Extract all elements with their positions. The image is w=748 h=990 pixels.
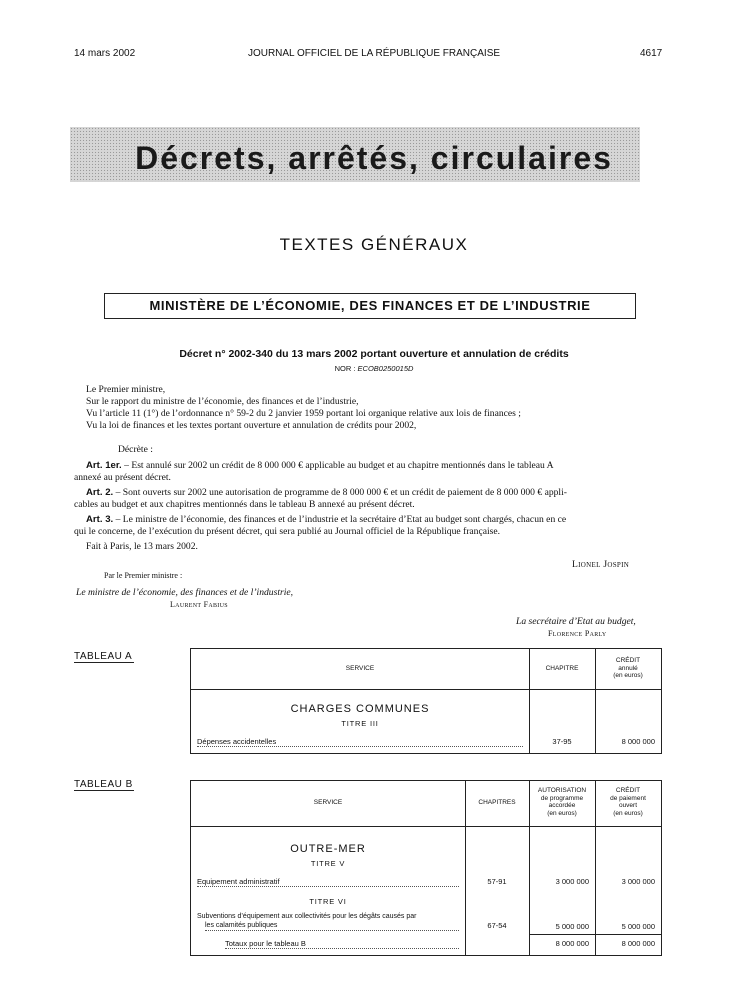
section-title: TEXTES GÉNÉRAUX xyxy=(279,235,469,254)
done-at: Fait à Paris, le 13 mars 2002. xyxy=(86,541,198,552)
table-row-credit: 3 000 000 xyxy=(621,877,655,886)
table-a-header-service: SERVICE xyxy=(345,665,375,672)
table-row-chapitre: 37-95 xyxy=(552,737,572,746)
signer-secretary: Florence Parly xyxy=(548,629,607,638)
table-row-credit: 8 000 000 xyxy=(621,737,655,746)
nor-reference xyxy=(0,364,748,373)
table-b-group: OUTRE-MER xyxy=(290,843,366,855)
preamble-line: Sur le rapport du ministre de l’économie, des finances et de l’industrie, xyxy=(86,396,359,407)
ministry-box: MINISTÈRE DE L’ÉCONOMIE, DES FINANCES ET DE L’INDUSTRIE xyxy=(104,293,636,319)
article-text: – Est annulé sur 2002 un crédit de 8 000 000 € applicable au budget et au chapitre mentionnés dans le tableau A xyxy=(124,460,554,471)
table-a-header-credit: CRÉDIT annulé (en euros) xyxy=(613,657,643,679)
article-text: – Sont ouverts sur 2002 une autorisation de programme de 8 000 000 € et un crédit de paiement de 8 000 000 € appli- xyxy=(115,487,567,498)
header-page-number: 4617 xyxy=(640,48,663,59)
article-label: Art. 2. xyxy=(86,487,114,498)
table-row-service-cont: les calamités publiques xyxy=(205,922,278,929)
table-b-header-autorisation: AUTORISATION de programme accordée (en euros) xyxy=(537,787,587,817)
article-3 xyxy=(86,514,666,526)
banner-title: Décrets, arrêtés, circulaires xyxy=(135,140,613,176)
secretary-title: La secrétaire d’Etat au budget, xyxy=(516,616,636,627)
table-row-service: Subventions d’équipement aux collectivités pour les dégâts causés par xyxy=(197,913,417,920)
article-text-cont: cables au budget et aux chapitres mentionnés dans le tableau B annexé au présent décret. xyxy=(74,499,415,510)
signer-prime-minister: Lionel Jospin xyxy=(572,559,630,570)
table-total-credit: 8 000 000 xyxy=(621,939,655,948)
table-b-titre-v: TITRE V xyxy=(310,859,346,868)
table-b-label: TABLEAU B xyxy=(74,779,133,790)
article-label: Art. 3. xyxy=(86,514,114,525)
article-text: – Le ministre de l’économie, des finances et de l’industrie et la secrétaire d’Etat au budget sont chargés, chacun en ce xyxy=(115,514,567,525)
table-row-chapitre: 57-91 xyxy=(487,877,507,886)
article-text-cont: annexé au présent décret. xyxy=(74,472,171,483)
table-a-group: CHARGES COMMUNES xyxy=(290,703,430,715)
nor-label: NOR : xyxy=(334,364,356,373)
preamble-line: Vu la loi de finances et les textes portant ouverture et annulation de crédits pour 2002, xyxy=(86,420,417,431)
article-text-cont: qui le concerne, de l’exécution du présent décret, qui sera publié au Journal officiel de la République française. xyxy=(74,526,501,537)
table-row-chapitre: 67-54 xyxy=(487,921,507,930)
table-row-credit: 5 000 000 xyxy=(621,922,655,931)
table-b-header-credit: CRÉDIT de paiement ouvert (en euros) xyxy=(610,787,646,817)
article-label: Art. 1er. xyxy=(86,460,122,471)
table-a-header-chapitre: CHAPITRE xyxy=(545,665,579,672)
table-total-label: Totaux pour le tableau B xyxy=(225,939,306,948)
article-1 xyxy=(86,460,666,472)
table-a-label: TABLEAU A xyxy=(74,651,133,662)
by-prime-minister: Par le Premier ministre : xyxy=(104,571,183,580)
table-total-autorisation: 8 000 000 xyxy=(555,939,589,948)
table-row-autorisation: 5 000 000 xyxy=(555,922,589,931)
preamble-line: Le Premier ministre, xyxy=(86,384,166,395)
header-date: 14 mars 2002 xyxy=(74,48,136,59)
table-row-service: Dépenses accidentelles xyxy=(197,737,277,746)
table-b-titre-vi: TITRE VI xyxy=(309,897,347,906)
table-b xyxy=(190,780,662,956)
signer-minister: Laurent Fabius xyxy=(170,600,228,609)
table-row-autorisation: 3 000 000 xyxy=(555,877,589,886)
table-b-header-service: SERVICE xyxy=(313,799,343,806)
decree-title: Décret n° 2002-340 du 13 mars 2002 portant ouverture et annulation de crédits xyxy=(179,348,569,360)
nor-code: ECOB0250015D xyxy=(357,364,414,373)
decrete-label: Décrète : xyxy=(118,444,153,455)
article-2 xyxy=(86,487,666,499)
table-row-service: Equipement administratif xyxy=(197,877,280,886)
preamble-line: Vu l’article 11 (1°) de l’ordonnance n° 59-2 du 2 janvier 1959 portant loi organique relative aux lois de finances ; xyxy=(86,408,521,419)
table-b-header-chapitres: CHAPITRES xyxy=(478,799,516,806)
header-journal: JOURNAL OFFICIEL DE LA RÉPUBLIQUE FRANÇAISE xyxy=(247,48,501,59)
table-a xyxy=(190,648,662,754)
table-a-titre: TITRE III xyxy=(341,719,379,728)
minister-title: Le ministre de l’économie, des finances et de l’industrie, xyxy=(76,587,294,598)
